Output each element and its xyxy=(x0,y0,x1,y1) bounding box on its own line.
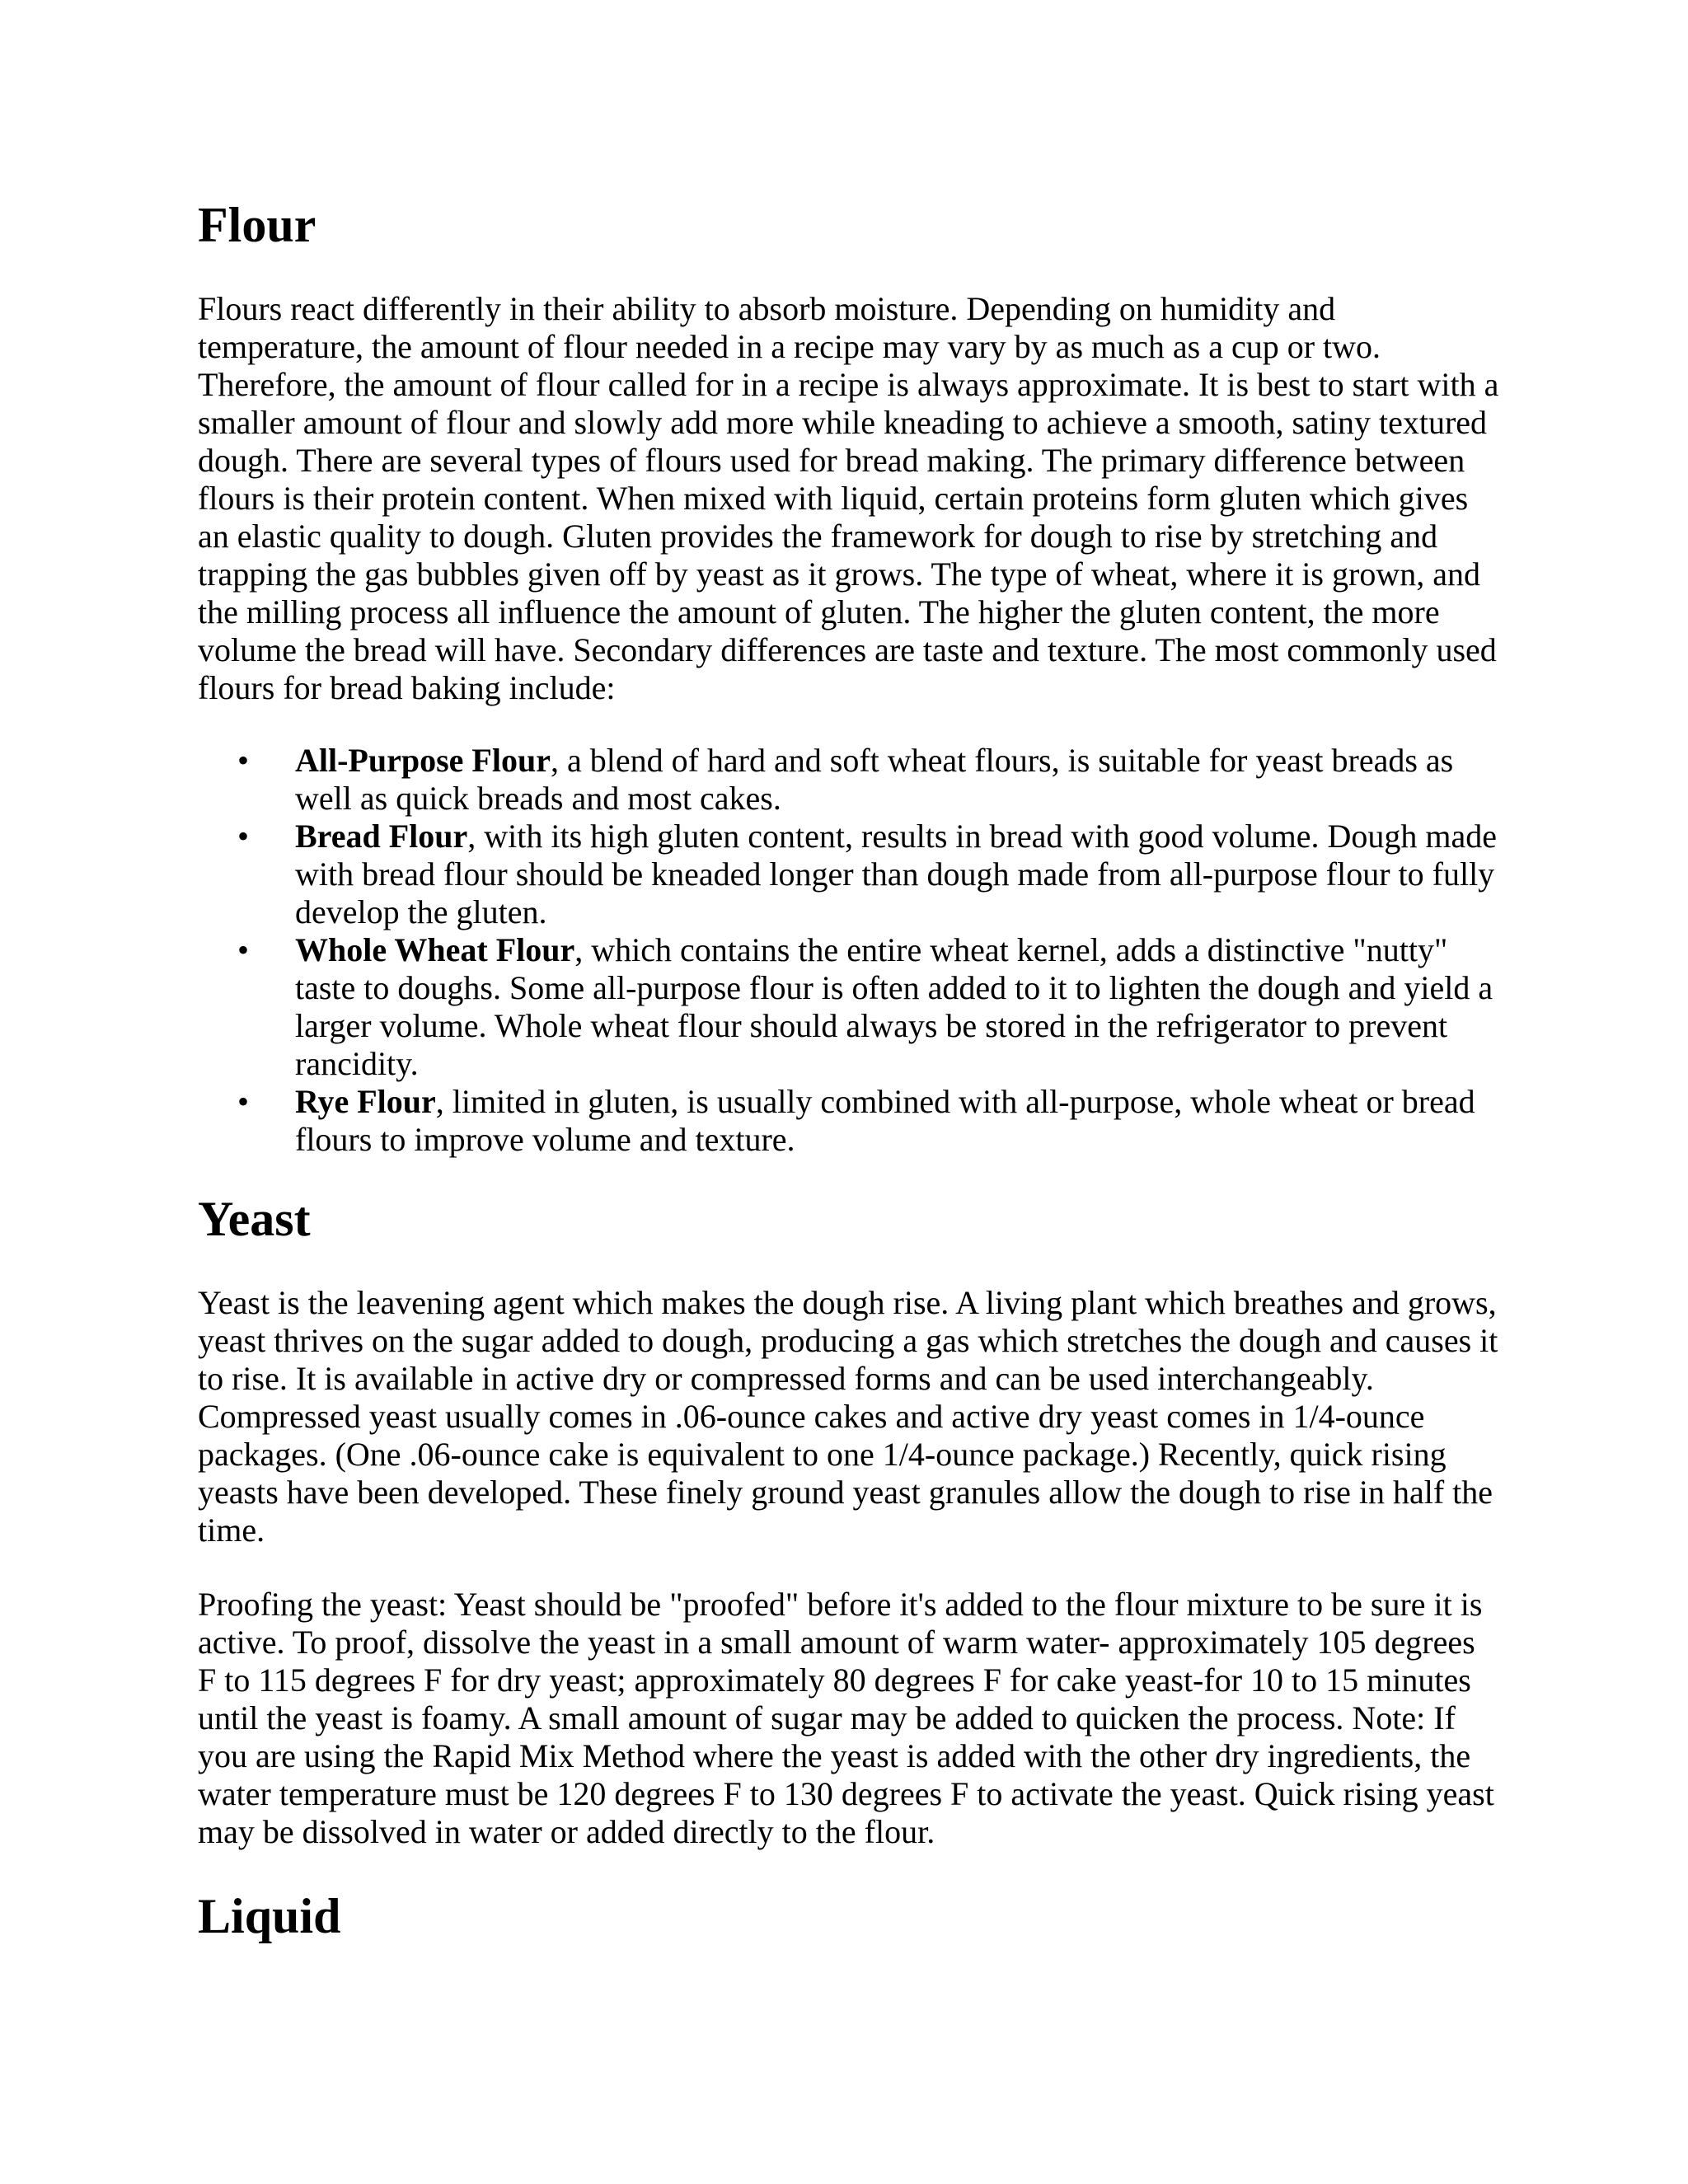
heading-yeast: Yeast xyxy=(198,1192,311,1246)
bullet-icon: • xyxy=(237,818,250,855)
item-term: Bread Flour xyxy=(295,818,468,855)
yeast-paragraph: Yeast is the leavening agent which makes the dough rise. A living plant which breathes and grows, yeast thrives on the sugar added to dough, producing a gas which stretches the dough and causes it to rise. It is available in active dry or compressed forms and can be used interchangeably. Compressed yeast usually comes in .06-ounce cakes and active dry yeast comes in 1/4-ounce packages. (One .06-ounce cake is equivalent to one 1/4-ounce package.) Recently, quick rising yeasts have been developed. These finely ground yeast granules allow the dough to rise in half the time. xyxy=(198,1284,1498,1549)
proofing-paragraph: Proofing the yeast: Yeast should be "proofed" before it's added to the flour mixture to be sure it is active. To proof, dissolve the yeast in a small amount of warm water- approximately 105 degrees F to 115 degrees F for dry yeast; approximately 80 degrees F for cake yeast-for 10 to 15 minutes until the yeast is foamy. A small amount of sugar may be added to quicken the process. Note: If you are using the Rapid Mix Method where the yeast is added with the other dry ingredients, the water temperature must be 120 degrees F to 130 degrees F to activate the yeast. Quick rising yeast may be dissolved in water or added directly to the flour. xyxy=(198,1586,1494,1850)
list-item xyxy=(198,742,1500,818)
bullet-icon: • xyxy=(237,1083,250,1120)
item-term: All-Purpose Flour xyxy=(295,742,551,779)
item-term: Whole Wheat Flour xyxy=(295,931,575,968)
item-text: , limited in gluten, is usually combined with all-purpose, whole wheat or bread flours to improve volume and texture. xyxy=(295,1083,1475,1158)
item-term: Rye Flour xyxy=(295,1083,436,1120)
item-text: , with its high gluten content, results in bread with good volume. Dough made with bread flour should be kneaded longer than dough made from all-purpose flour to fully develop the gluten. xyxy=(295,818,1497,930)
flour-paragraph: Flours react differently in their ability to absorb moisture. Depending on humidity and temperature, the amount of flour needed in a recipe may vary by as much as a cup or two. Therefore, the amount of flour called for in a recipe is always approximate. It is best to start with a smaller amount of flour and slowly add more while kneading to achieve a smooth, satiny textured dough. There are several types of flours used for bread making. The primary difference between flours is their protein content. When mixed with liquid, certain proteins form gluten which gives an elastic quality to dough. Gluten provides the framework for dough to rise by stretching and trapping the gas bubbles given off by yeast as it grows. The type of wheat, where it is grown, and the milling process all influence the amount of gluten. The higher the gluten content, the more volume the bread will have. Secondary differences are taste and texture. The most commonly used flours for bread baking include: xyxy=(198,290,1499,706)
heading-flour: Flour xyxy=(198,198,316,252)
list-item xyxy=(198,818,1500,931)
bullet-icon: • xyxy=(237,931,250,968)
list-item xyxy=(198,1083,1500,1159)
item-text: , which contains the entire wheat kernel, adds a distinctive "nutty" taste to doughs. Some all-purpose flour is often added to it to lighten the dough and yield a larger volume. Whole wheat flour should always be stored in the refrigerator to prevent rancidity. xyxy=(295,931,1493,1082)
list-item xyxy=(198,931,1500,1083)
flour-types-list xyxy=(198,742,1500,1159)
item-text: , a blend of hard and soft wheat flours, is suitable for yeast breads as well as quick breads and most cakes. xyxy=(295,742,1454,817)
heading-liquid: Liquid xyxy=(198,1889,341,1943)
bullet-icon: • xyxy=(237,742,250,779)
